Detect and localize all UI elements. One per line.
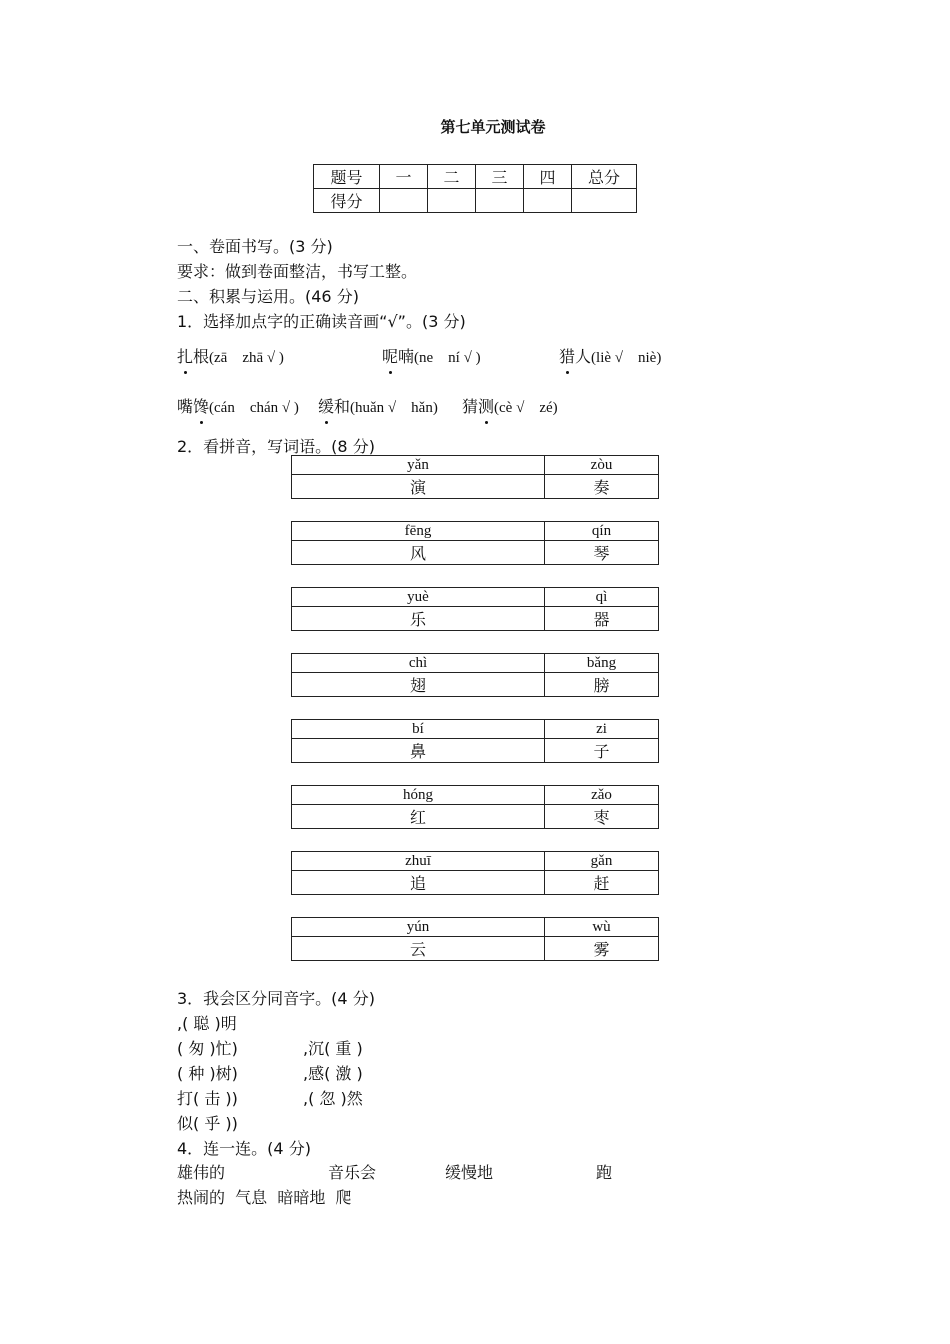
score-blank-cell[interactable] [524, 189, 572, 213]
word-table [291, 851, 659, 895]
dotted-char: 缓 [318, 394, 334, 417]
reading-options: (huǎn √ hǎn) [350, 400, 438, 416]
score-blank-cell[interactable] [428, 189, 476, 213]
reading-options: (zā zhā √ ) [209, 350, 284, 366]
pinyin-cell: fēng [292, 522, 545, 541]
dotted-char: 馋 [193, 394, 209, 417]
score-header-cell: 二 [428, 165, 476, 189]
char: 猜 [462, 397, 479, 416]
pinyin-cell: yǎn [292, 456, 545, 475]
section2-heading: 二、积累与运用。(46 分) [177, 287, 359, 306]
pinyin-cell: qín [545, 522, 659, 541]
reading-options: (ne ní √ ) [414, 350, 481, 366]
score-header-row [314, 165, 637, 189]
q3-line-left: 打( 击 )) [177, 1089, 238, 1108]
dotted-char: 猎 [559, 344, 575, 367]
score-blank-cell[interactable] [380, 189, 428, 213]
q3-line-right: ,感( 激 ) [303, 1064, 363, 1083]
q1-item [318, 394, 438, 417]
answer-cell[interactable]: 乐 [292, 607, 545, 631]
answer-cell[interactable]: 云 [292, 937, 545, 961]
answer-cell[interactable]: 奏 [545, 475, 659, 499]
answer-cell[interactable]: 追 [292, 871, 545, 895]
score-header-cell: 总分 [572, 165, 637, 189]
pinyin-cell: zhuī [292, 852, 545, 871]
score-header-cell: 三 [476, 165, 524, 189]
q3-line-left: ( 匆 )忙) [177, 1039, 238, 1058]
q1-item [559, 344, 661, 367]
q1-item [177, 344, 284, 367]
answer-cell[interactable]: 翅 [292, 673, 545, 697]
pinyin-cell: bí [292, 720, 545, 739]
reading-options: (cán chán √ ) [209, 400, 299, 416]
char: 人 [575, 347, 592, 366]
reading-options: (cè √ zé) [494, 400, 558, 416]
q3-heading: 3．我会区分同音字。(4 分) [177, 989, 375, 1008]
answer-cell[interactable]: 器 [545, 607, 659, 631]
word-table [291, 587, 659, 631]
dotted-char: 测 [478, 394, 494, 417]
q1-item [462, 394, 558, 417]
answer-cell[interactable]: 红 [292, 805, 545, 829]
q4-row2[interactable]: 热闹的 气息 暗暗地 爬 [177, 1188, 352, 1207]
q3-line-right: ,( 忽 )然 [303, 1089, 363, 1108]
pinyin-cell: zòu [545, 456, 659, 475]
q4-heading: 4．连一连。(4 分) [177, 1139, 311, 1158]
dotted-char: 呢 [382, 344, 398, 367]
answer-cell[interactable]: 子 [545, 739, 659, 763]
word-table [291, 653, 659, 697]
pinyin-cell: chì [292, 654, 545, 673]
word-table [291, 719, 659, 763]
q1-heading: 1．选择加点字的正确读音画“√”。(3 分) [177, 312, 466, 331]
pinyin-cell: zi [545, 720, 659, 739]
pinyin-cell: yuè [292, 588, 545, 607]
answer-cell[interactable]: 风 [292, 541, 545, 565]
q3-line-left: ( 种 )树) [177, 1064, 238, 1083]
answer-cell[interactable]: 琴 [545, 541, 659, 565]
char: 和 [334, 397, 351, 416]
pinyin-cell: yún [292, 918, 545, 937]
word-table [291, 917, 659, 961]
q4-word[interactable]: 音乐会 [328, 1163, 377, 1182]
answer-cell[interactable]: 膀 [545, 673, 659, 697]
pinyin-cell: bǎng [545, 654, 659, 673]
score-header-cell: 四 [524, 165, 572, 189]
q4-word[interactable]: 雄伟的 [177, 1163, 226, 1182]
pinyin-cell: qì [545, 588, 659, 607]
word-table [291, 521, 659, 565]
answer-cell[interactable]: 演 [292, 475, 545, 499]
section1-heading: 一、卷面书写。(3 分) [177, 237, 333, 256]
q2-heading: 2．看拼音，写词语。(8 分) [177, 437, 375, 456]
dotted-char: 扎 [177, 344, 193, 367]
score-table [313, 164, 637, 213]
answer-cell[interactable]: 雾 [545, 937, 659, 961]
score-header-cell: 题号 [314, 165, 380, 189]
score-row-label: 得分 [314, 189, 380, 213]
char: 根 [193, 347, 210, 366]
q1-item [382, 344, 481, 367]
word-table [291, 455, 659, 499]
q3-line-right: ,沉( 重 ) [303, 1039, 363, 1058]
answer-cell[interactable]: 枣 [545, 805, 659, 829]
page-title: 第七单元测试卷 [440, 118, 546, 136]
pinyin-cell: hóng [292, 786, 545, 805]
answer-cell[interactable]: 赶 [545, 871, 659, 895]
score-blank-cell[interactable] [476, 189, 524, 213]
pinyin-cell: gǎn [545, 852, 659, 871]
char: 嘴 [177, 397, 194, 416]
q1-item [177, 394, 299, 417]
q4-word[interactable]: 缓慢地 [445, 1163, 494, 1182]
pinyin-cell: wù [545, 918, 659, 937]
reading-options: (liè √ niè) [591, 350, 662, 366]
pinyin-cell: zǎo [545, 786, 659, 805]
word-table [291, 785, 659, 829]
char: 喃 [398, 347, 415, 366]
section1-requirement: 要求：做到卷面整洁，书写工整。 [177, 262, 418, 281]
q3-line-left: 似( 乎 )) [177, 1114, 238, 1133]
score-blank-cell[interactable] [572, 189, 637, 213]
q4-word[interactable]: 跑 [596, 1163, 613, 1182]
answer-cell[interactable]: 鼻 [292, 739, 545, 763]
score-header-cell: 一 [380, 165, 428, 189]
score-value-row [314, 189, 637, 213]
q3-line-left: ,( 聪 )明 [177, 1014, 237, 1033]
